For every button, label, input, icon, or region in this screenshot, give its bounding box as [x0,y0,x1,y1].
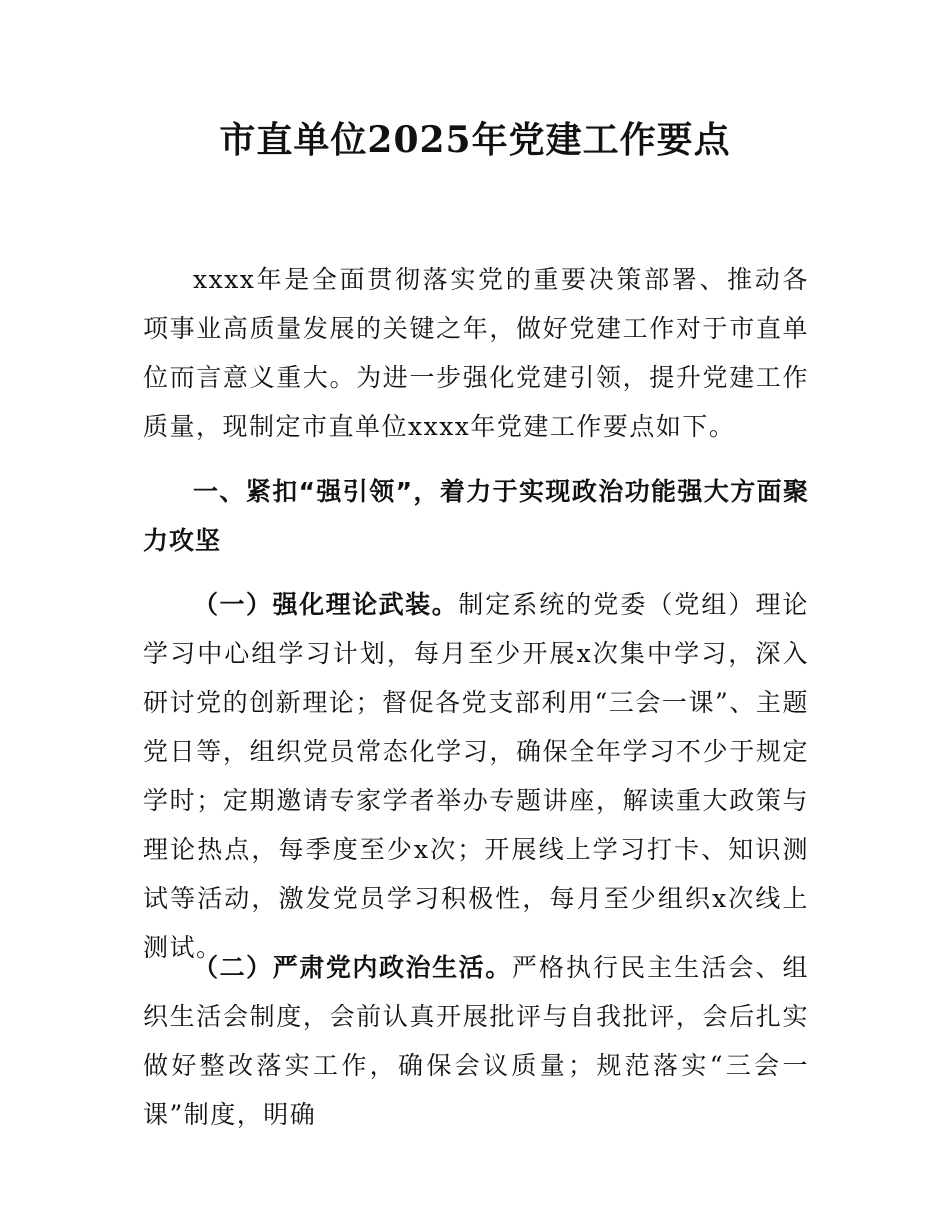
item-lead-1: （一）强化理论武装。 [193,590,459,619]
item-paragraph-2 [143,943,809,1139]
item-lead-2: （二）严肃党内政治生活。 [193,953,512,982]
item-text-2: 严格执行民主生活会、组织生活会制度，会前认真开展批评与自我批评，会后扎实做好整改落实工作，确保会议质量；规范落实“三会一课”制度，明确 [143,953,809,1129]
document-title: 市直单位2025年党建工作要点 [219,119,731,161]
section-heading-1: 一、紧扣“强引领”，着力于实现政治功能强大方面聚力攻坚 [143,477,809,555]
item-paragraph-1 [143,580,809,972]
intro-paragraph: xxxx年是全面贯彻落实党的重要决策部署、推动各项事业高质量发展的关键之年，做好党建工作对于市直单位而言意义重大。为进一步强化党建引领，提升党建工作质量，现制定市直单位xxxx年党建工作要点如下。 [143,265,809,441]
item-text-1: 制定系统的党委（党组）理论学习中心组学习计划，每月至少开展x次集中学习，深入研讨党的创新理论；督促各党支部利用“三会一课”、主题党日等，组织党员常态化学习，确保全年学习不少于规定学时；定期邀请专家学者举办专题讲座，解读重大政策与理论热点，每季度至少x次；开展线上学习打卡、知识测试等活动，激发党员学习积极性，每月至少组织x次线上测试。 [143,590,809,962]
